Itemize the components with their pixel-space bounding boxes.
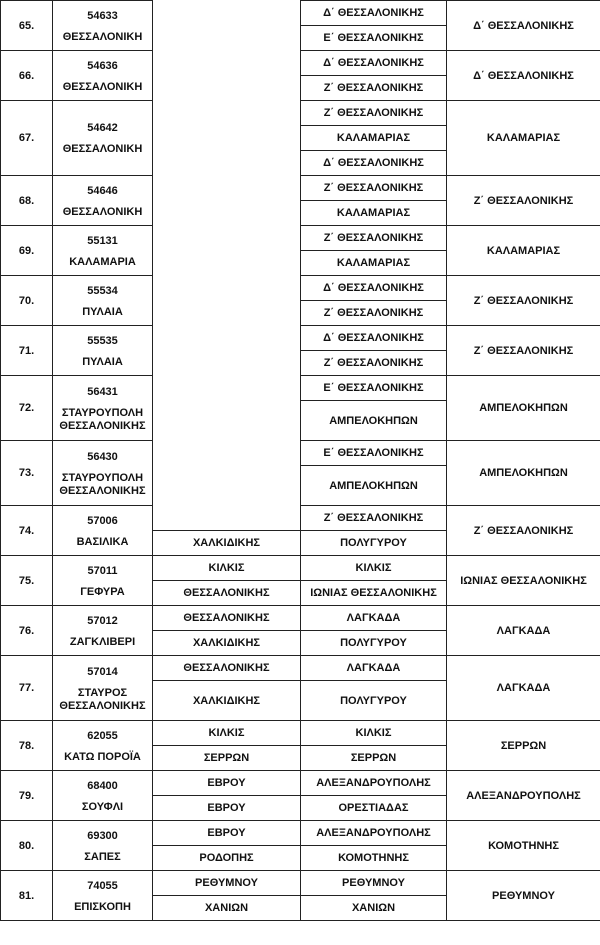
place-name: ΘΕΣΣΑΛΟΝΙΚΗ [62,143,143,155]
row-number: 75. [1,556,53,606]
assigned-office-cell: ΑΛΕΞΑΝΔΡΟΥΠΟΛΗΣ [447,771,600,821]
tax-office-cell: Ζ΄ ΘΕΣΣΑΛΟΝΙΚΗΣ [301,101,447,126]
tax-office-cell: Ζ΄ ΘΕΣΣΑΛΟΝΙΚΗΣ [301,506,447,531]
tax-office-cell: ΛΑΓΚΑΔΑ [301,656,447,681]
row-number: 70. [1,276,53,326]
prefecture-cell [153,441,301,466]
postal-cell [53,326,153,376]
prefecture-cell [153,376,301,401]
row-number: 73. [1,441,53,506]
place-name: ΚΑΤΩ ΠΟΡΟΪΑ [64,750,141,763]
assigned-office-cell: Ζ΄ ΘΕΣΣΑΛΟΝΙΚΗΣ [447,326,600,376]
prefecture-cell: ΣΕΡΡΩΝ [153,746,301,771]
postal-cell [53,1,153,51]
prefecture-cell: ΘΕΣΣΑΛΟΝΙΚΗΣ [153,606,301,631]
prefecture-cell [153,101,301,126]
prefecture-cell: ΘΕΣΣΑΛΟΝΙΚΗΣ [153,581,301,606]
assigned-office-cell: Ζ΄ ΘΕΣΣΑΛΟΝΙΚΗΣ [447,276,600,326]
row-number: 81. [1,871,53,921]
postal-code: 56431 [87,385,118,398]
tax-office-cell: ΚΙΛΚΙΣ [301,556,447,581]
assigned-office-cell: Ζ΄ ΘΕΣΣΑΛΟΝΙΚΗΣ [447,506,600,556]
prefecture-cell: ΧΑΛΚΙΔΙΚΗΣ [153,531,301,556]
assigned-office-cell: ΚΟΜΟΤΗΝΗΣ [447,821,600,871]
assigned-office-cell: ΑΜΠΕΛΟΚΗΠΩΝ [447,441,600,506]
assigned-office-cell: ΛΑΓΚΑΔΑ [447,606,600,656]
row-number: 69. [1,226,53,276]
assigned-office-cell: Δ΄ ΘΕΣΣΑΛΟΝΙΚΗΣ [447,1,600,51]
tax-office-cell: Δ΄ ΘΕΣΣΑΛΟΝΙΚΗΣ [301,326,447,351]
prefecture-cell [153,301,301,326]
prefecture-cell: ΚΙΛΚΙΣ [153,556,301,581]
prefecture-cell: ΕΒΡΟΥ [153,796,301,821]
place-name: ΘΕΣΣΑΛΟΝΙΚΗ [62,30,143,43]
assigned-office-cell: ΡΕΘΥΜΝΟΥ [447,871,600,921]
tax-office-cell: ΚΟΜΟΤΗΝΗΣ [301,846,447,871]
row-number: 76. [1,606,53,656]
tax-office-cell: ΠΟΛΥΓΥΡΟΥ [301,631,447,656]
prefecture-cell [153,466,301,506]
postal-code: 69300 [87,829,118,842]
tax-office-cell: Ε΄ ΘΕΣΣΑΛΟΝΙΚΗΣ [301,26,447,51]
table-row [1,721,600,746]
postal-cell [53,51,153,101]
postal-code: 57012 [87,614,118,627]
tax-office-cell: ΑΛΕΞΑΝΔΡΟΥΠΟΛΗΣ [301,821,447,846]
prefecture-cell: ΘΕΣΣΑΛΟΝΙΚΗΣ [153,656,301,681]
prefecture-cell [153,201,301,226]
table-row [1,556,600,581]
table-row [1,376,600,401]
assigned-office-cell: ΚΑΛΑΜΑΡΙΑΣ [447,226,600,276]
place-name: ΕΠΙΣΚΟΠΗ [74,900,131,913]
postal-code: 56430 [87,450,118,463]
postal-cell [53,176,153,226]
tax-office-cell: ΡΕΘΥΜΝΟΥ [301,871,447,896]
postal-code: 55131 [87,234,118,247]
postal-code: 68400 [87,779,118,792]
place-name: ΓΕΦΥΡΑ [80,585,125,598]
tax-office-cell: Ε΄ ΘΕΣΣΑΛΟΝΙΚΗΣ [301,376,447,401]
tax-office-cell: ΚΙΛΚΙΣ [301,721,447,746]
postal-cell [53,821,153,871]
table-row [1,506,600,531]
tax-office-cell: ΠΟΛΥΓΥΡΟΥ [301,531,447,556]
row-number: 65. [1,1,53,51]
tax-office-cell: Ζ΄ ΘΕΣΣΑΛΟΝΙΚΗΣ [301,226,447,251]
prefecture-cell: ΕΒΡΟΥ [153,771,301,796]
tax-office-cell: ΑΜΠΕΛΟΚΗΠΩΝ [301,466,447,506]
postal-code: 55535 [87,334,118,347]
assigned-office-cell: ΛΑΓΚΑΔΑ [447,656,600,721]
prefecture-cell [153,126,301,151]
place-name: ΣΤΑΥΡΟΥΠΟΛΗ ΘΕΣΣΑΛΟΝΙΚΗΣ [59,406,146,432]
tax-office-cell: ΟΡΕΣΤΙΑΔΑΣ [301,796,447,821]
prefecture-cell [153,276,301,301]
prefecture-cell [153,226,301,251]
tax-office-cell: ΠΟΛΥΓΥΡΟΥ [301,681,447,721]
postal-cell [53,771,153,821]
place-name: ΒΑΣΙΛΙΚΑ [76,535,129,548]
row-number: 67. [1,101,53,176]
row-number: 77. [1,656,53,721]
prefecture-cell [153,76,301,101]
row-number: 71. [1,326,53,376]
postal-code: 54633 [87,9,118,22]
table-row [1,326,600,351]
tax-office-cell: ΣΕΡΡΩΝ [301,746,447,771]
place-name: ΘΕΣΣΑΛΟΝΙΚΗ [62,80,143,93]
prefecture-cell: ΡΟΔΟΠΗΣ [153,846,301,871]
prefecture-cell [153,151,301,176]
tax-office-cell: Δ΄ ΘΕΣΣΑΛΟΝΙΚΗΣ [301,276,447,301]
tax-office-cell: Δ΄ ΘΕΣΣΑΛΟΝΙΚΗΣ [301,1,447,26]
postal-code: 57014 [87,665,118,678]
prefecture-cell [153,176,301,201]
postal-cell [53,606,153,656]
prefecture-cell: ΡΕΘΥΜΝΟΥ [153,871,301,896]
table-row [1,441,600,466]
prefecture-cell: ΧΑΛΚΙΔΙΚΗΣ [153,681,301,721]
postal-code: 74055 [87,879,118,892]
tax-office-cell: ΧΑΝΙΩΝ [301,896,447,921]
postal-cell [53,101,153,176]
postal-cell [53,871,153,921]
prefecture-cell: ΚΙΛΚΙΣ [153,721,301,746]
assigned-office-cell: ΚΑΛΑΜΑΡΙΑΣ [447,101,600,176]
place-name: ΣΑΠΕΣ [84,850,121,863]
tax-office-cell: Ε΄ ΘΕΣΣΑΛΟΝΙΚΗΣ [301,441,447,466]
row-number: 72. [1,376,53,441]
table-row [1,101,600,126]
table-row [1,771,600,796]
tax-office-cell: ΚΑΛΑΜΑΡΙΑΣ [301,126,447,151]
row-number: 66. [1,51,53,101]
prefecture-cell [153,26,301,51]
postal-cell [53,226,153,276]
prefecture-cell [153,506,301,531]
tax-office-cell: Ζ΄ ΘΕΣΣΑΛΟΝΙΚΗΣ [301,176,447,201]
prefecture-cell: ΧΑΛΚΙΔΙΚΗΣ [153,631,301,656]
postal-code: 57011 [87,564,118,577]
postal-cell [53,376,153,441]
postal-code: 55534 [87,284,118,297]
tax-office-cell: Ζ΄ ΘΕΣΣΑΛΟΝΙΚΗΣ [301,76,447,101]
place-name: ΣΤΑΥΡΟΥΠΟΛΗ ΘΕΣΣΑΛΟΝΙΚΗΣ [59,471,146,497]
table-row [1,656,600,681]
prefecture-cell [153,51,301,76]
assigned-office-cell: ΑΜΠΕΛΟΚΗΠΩΝ [447,376,600,441]
place-name: ΘΕΣΣΑΛΟΝΙΚΗ [62,205,143,218]
postal-cell [53,556,153,606]
table-row [1,226,600,251]
row-number: 78. [1,721,53,771]
place-name: ΠΥΛΑΙΑ [82,305,123,318]
place-name: ΣΤΑΥΡΟΣ ΘΕΣΣΑΛΟΝΙΚΗΣ [59,686,146,712]
tax-office-cell: Δ΄ ΘΕΣΣΑΛΟΝΙΚΗΣ [301,51,447,76]
tax-office-cell: Δ΄ ΘΕΣΣΑΛΟΝΙΚΗΣ [301,151,447,176]
table-row [1,1,600,26]
row-number: 79. [1,771,53,821]
postal-code: 54646 [87,184,118,197]
row-number: 68. [1,176,53,226]
prefecture-cell: ΧΑΝΙΩΝ [153,896,301,921]
row-number: 74. [1,506,53,556]
postal-code: 54636 [87,59,118,72]
table-row [1,871,600,896]
postal-code: 62055 [87,729,118,742]
postal-cell [53,656,153,721]
place-name: ΠΥΛΑΙΑ [82,355,123,368]
postal-code: 54642 [87,122,118,134]
postal-code: 57006 [87,514,118,527]
prefecture-cell [153,1,301,26]
tax-office-cell: ΛΑΓΚΑΔΑ [301,606,447,631]
tax-office-cell: ΙΩΝΙΑΣ ΘΕΣΣΑΛΟΝΙΚΗΣ [301,581,447,606]
tax-office-cell: Ζ΄ ΘΕΣΣΑΛΟΝΙΚΗΣ [301,351,447,376]
tax-office-cell: Ζ΄ ΘΕΣΣΑΛΟΝΙΚΗΣ [301,301,447,326]
tax-office-cell: ΑΜΠΕΛΟΚΗΠΩΝ [301,401,447,441]
prefecture-cell: ΕΒΡΟΥ [153,821,301,846]
place-name: ΖΑΓΚΛΙΒΕΡΙ [69,635,136,648]
prefecture-cell [153,351,301,376]
assigned-office-cell: Ζ΄ ΘΕΣΣΑΛΟΝΙΚΗΣ [447,176,600,226]
table-row [1,51,600,76]
postal-cell [53,721,153,771]
table-row [1,821,600,846]
postal-cell [53,276,153,326]
table-row [1,276,600,301]
row-number: 80. [1,821,53,871]
assigned-office-cell: ΣΕΡΡΩΝ [447,721,600,771]
prefecture-cell [153,326,301,351]
postal-cell [53,506,153,556]
postal-cell [53,441,153,506]
tax-office-cell: ΑΛΕΞΑΝΔΡΟΥΠΟΛΗΣ [301,771,447,796]
table-row [1,606,600,631]
assigned-office-cell: ΙΩΝΙΑΣ ΘΕΣΣΑΛΟΝΙΚΗΣ [447,556,600,606]
tax-office-cell: ΚΑΛΑΜΑΡΙΑΣ [301,251,447,276]
tax-office-cell: ΚΑΛΑΜΑΡΙΑΣ [301,201,447,226]
place-name: ΚΑΛΑΜΑΡΙΑ [69,255,136,268]
prefecture-cell [153,401,301,441]
table-row [1,176,600,201]
assigned-office-cell: Δ΄ ΘΕΣΣΑΛΟΝΙΚΗΣ [447,51,600,101]
place-name: ΣΟΥΦΛΙ [81,800,124,813]
prefecture-cell [153,251,301,276]
